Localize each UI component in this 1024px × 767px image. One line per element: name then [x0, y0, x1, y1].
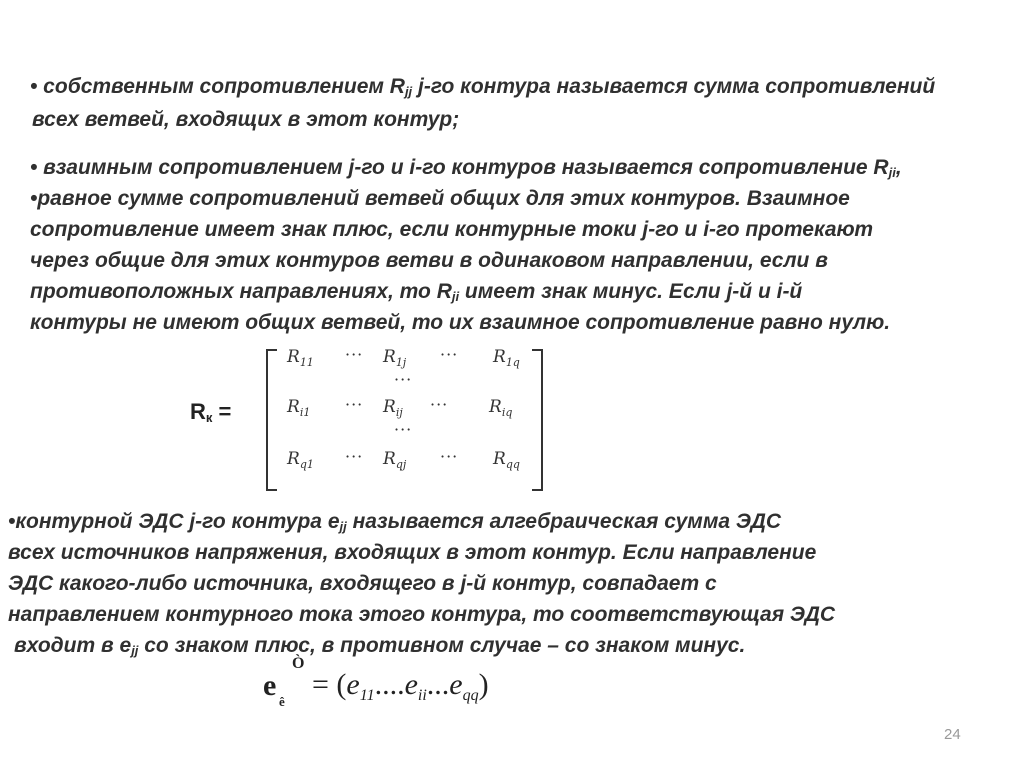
matrix-right-bracket	[532, 349, 543, 491]
matrix-dots: ···	[345, 447, 364, 466]
equation-e: e	[263, 669, 277, 702]
matrix-vdots: ···	[394, 370, 413, 389]
matrix-dots: ···	[345, 345, 364, 364]
paragraph2-line5: противоположных направлениях, то $R_{ji}$ имеет знак минус. Если j-й и i-й	[30, 280, 803, 304]
matrix-dots: ···	[440, 345, 459, 364]
matrix-left-bracket	[266, 349, 277, 491]
matrix-cell-riq: $R_{iq}$	[489, 397, 513, 419]
paragraph3-line1: •контурной ЭДС j-го контура $e_{jj}$ называется алгебраическая сумма ЭДС	[8, 510, 782, 534]
equation-e-superscript: Ò	[292, 655, 305, 672]
paragraph3-line5: входит в $e_{jj}$ со знаком плюс, в противном случае – со знаком минус.	[14, 634, 746, 658]
paragraph2-line2: •равное сумме сопротивлений ветвей общих для этих контуров. Взаимное	[30, 187, 850, 210]
equation-vector: = $(e_{11}....e_{ii}...e_{qq})$	[312, 668, 489, 704]
matrix-cell-r1j: $R_{1j}$	[383, 347, 407, 369]
page-number: 24	[944, 726, 961, 743]
matrix-dots: ···	[430, 395, 449, 414]
paragraph3-line4: направлением контурного тока этого контура, то соответствующая ЭДС	[8, 603, 836, 626]
matrix-dots: ···	[345, 395, 364, 414]
paragraph3-line3: ЭДС какого-либо источника, входящего в j-й контур, совпадает с	[8, 572, 717, 595]
matrix-cell-rij: $R_{ij}$	[383, 397, 403, 419]
equation-e-subscript: ê	[279, 694, 285, 709]
matrix-cell-ri1: $R_{i1}$	[287, 397, 311, 419]
matrix-label: $R_к$ =	[190, 399, 232, 425]
paragraph2-line4: через общие для этих контуров ветви в одинаковом направлении, если в	[30, 249, 828, 272]
matrix-cell-r11: $R_{11}$	[287, 347, 314, 369]
matrix-dots: ···	[440, 447, 459, 466]
paragraph2-line6: контуры не имеют общих ветвей, то их взаимное сопротивление равно нулю.	[30, 311, 891, 334]
paragraph3-line2: всех источников напряжения, входящих в этот контур. Если направление	[8, 541, 817, 564]
matrix-vdots: ···	[394, 420, 413, 439]
paragraph1-line2: всех ветвей, входящих в этот контур;	[32, 108, 460, 131]
matrix-cell-rqj: $R_{qj}$	[383, 449, 407, 471]
paragraph1-line1: • собственным сопротивлением $R_{jj}$ j-го контура называется сумма сопротивлений	[30, 75, 936, 99]
matrix-cell-rq1: $R_{q1}$	[287, 449, 314, 471]
matrix-cell-r1q: $R_{1q}$	[493, 347, 520, 369]
paragraph2-line3: сопротивление имеет знак плюс, если контурные токи j-го и i-го протекают	[30, 218, 874, 241]
matrix-cell-rqq: $R_{qq}$	[493, 449, 520, 471]
paragraph2-line1: • взаимным сопротивлением j-го и i-го контуров называется сопротивление $R_{ji}$,	[30, 156, 902, 180]
